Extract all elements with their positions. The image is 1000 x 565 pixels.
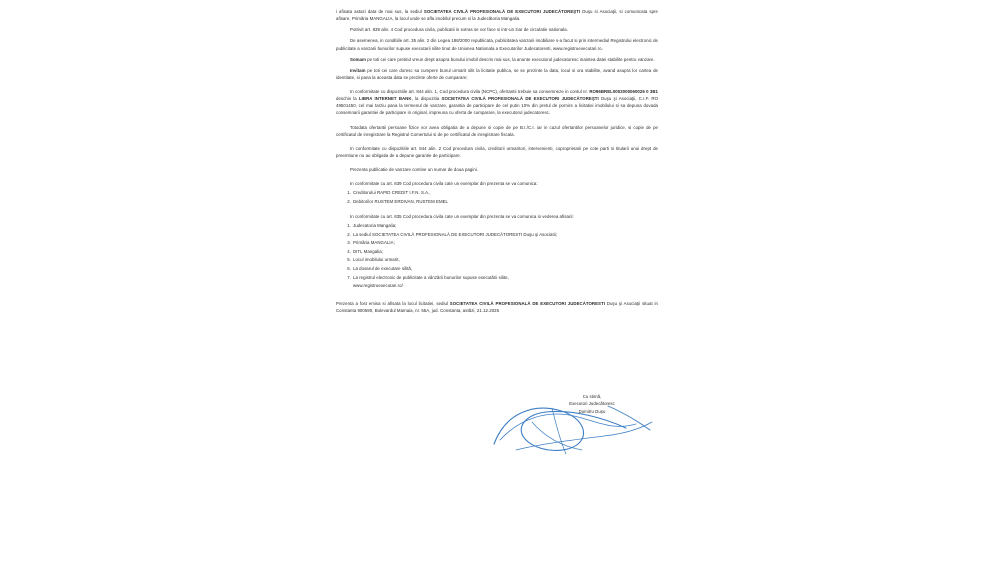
list-item-number: 1. — [347, 190, 351, 196]
paragraph-somam — [336, 56, 658, 63]
list-item-number: 2. — [347, 231, 351, 237]
paragraph-text: Duşu şi Asociaţii, C.I.F. RO 49501450, cel mai tarziu pana la termenul de vanzare, garantia de participare de cel putin 10% din pretul de pornire a licitatiei imobilului si sa depuna dovada consemnarii garantiei de participare in original, impreuna cu oferta de cumparare, la executorul judecatoresc. — [336, 96, 659, 116]
list-item-label: Judecatoria Mangalia; — [353, 222, 397, 228]
list-item-label: La dosarul de executare silită, — [353, 266, 413, 272]
paragraph-legea-188 — [336, 37, 658, 51]
list-item — [347, 239, 658, 246]
entity-name-bold: SOCIETATEA CIVILĂ PROFESIONALĂ DE EXECUTORI JUDECĂTOREŞTI — [423, 9, 581, 14]
paragraph-comunicare-intro — [336, 180, 658, 187]
posting-list — [336, 222, 658, 289]
list-item-number: 7. — [347, 274, 351, 280]
recipients-list — [336, 189, 658, 205]
list-item-number: 5. — [347, 257, 351, 263]
scanned-document-body — [336, 8, 658, 438]
list-item — [347, 231, 658, 238]
paragraph-text: deschis la — [336, 96, 359, 102]
registru-url: www.registruexecutari.ro/ — [353, 283, 403, 289]
list-item — [347, 274, 658, 281]
paragraph-text: In conformitate cu art. 835 Cod procedura civila cate un exemplar din prezenta se va comunica in vederea afisarii: — [350, 213, 574, 219]
spacer — [336, 291, 658, 300]
list-item-label: Debitorilor RUSTEM ERDIVAN, RUSTEM EMEL — [353, 199, 449, 205]
signature-title: Executori Judecătoresc — [569, 401, 615, 407]
invitam-keyword: Invitam — [350, 67, 366, 73]
list-item-label: Creditorului RAPID CREDIT I.F.N. S.A., — [353, 190, 431, 196]
entity-name-bold: SOCIETATEA CIVILĂ PROFESIONALĂ DE EXECUTORI JUDECĂTORESTI — [449, 300, 605, 306]
paragraph-text: Prezenta a fost emisa si afisata la locul licitatiei, sediul — [336, 300, 450, 306]
paragraph-text: In conformitate cu dispozitiile art. 844 alin. 1, Cod procedura civila (NCPC), ofertantii trebuie sa consemneze in contul nr. — [350, 89, 590, 95]
paragraph-text: Prezenta publicatie de vanzare contine un numar de doua pagini. — [350, 167, 479, 172]
list-item-label: DITL Mangalia; — [353, 248, 383, 254]
paragraph-garantie-participare — [336, 88, 658, 116]
iban-account-number: RO96BREL0002000060026 0 3B1 — [589, 89, 658, 95]
list-item-number: 4. — [347, 248, 351, 254]
list-item-label: Primăria MANGALIA; — [353, 240, 395, 246]
list-item — [347, 256, 658, 263]
list-item-label: Locul imobilului urmarit, — [353, 257, 400, 263]
somam-keyword: Somam — [350, 56, 366, 62]
paragraph-afisare-intro — [336, 213, 658, 220]
signature-block — [532, 393, 652, 415]
paragraph-text: Totodata ofertantii persoane fizice vor avea obligatia de a depune si copie de pe B.I./C.I. iar in cazul ofertantilor persoanelor juridice, si copie de pe certificatul de inregistrare la Registrul Comertului si de pe certificatul de inregistrare fiscala. — [336, 124, 658, 137]
paragraph-text: Potrivit art. 839 alin. 4 Cod procedura civila, publicatii in extras se vor face si intr-un ziar de circulatie nationala. — [350, 27, 568, 33]
paragraph-text-continued: Duşu si Asociaţii, si comunicata spre afisare, Primăria MANGALIA, la locul unde se afla imobilul precum si la Judecătoria Mangalia. — [336, 9, 658, 22]
paragraph-header-continuation — [336, 8, 658, 22]
paragraph-text: pe toti cei care pretind vreun drept asupra bunului imobil descris mai sus, la anunte executorul judecatoresc inaintea datei stabilite pentru vanzare. — [365, 56, 655, 62]
list-item — [347, 248, 658, 255]
list-item-number: 3. — [347, 240, 351, 246]
paragraph-ofertanti-documente — [336, 124, 658, 138]
signature-greeting: Cu stimă, — [582, 394, 602, 399]
paragraph-text: pe toti cei care doresc sa cumpere bunul urmarit silit la licitatie publica, se se prezinte la data, locul si ora stabilite, avand asupra lor cartea de identitate, si pana la aceasta data se prezinte oferte de cumparare; — [336, 67, 658, 80]
paragraph-text: , la dispozitia — [411, 96, 442, 102]
list-item-label: La registrul electronic de publicitate a vânzării bunurilor supuse executării silite, — [353, 274, 509, 280]
paragraph-text: Duşu şi Asociaţii situat in Constanta 900590, Bulevardul Mamaia, nr. 55A, jud. Constanta, astăzi, 21.12.2025 — [336, 300, 658, 313]
paragraph-text: In conformitate cu dispozitiile art. 844 alin. 2 Cod procedura civila, creditorii urmaritori, intervenienti, coproprietarii pe cote parti si titularii unui drept de preemtiune nu au obligatia de a depune garantie de participare. — [336, 145, 658, 158]
signature-name: Dumitru Duşu — [578, 408, 606, 414]
list-item — [347, 189, 658, 196]
paragraph-invitam — [336, 67, 658, 81]
entity-name-bold: SOCIETATEA CIVILĂ PROFESIONALĂ DE EXECUTORI JUDECĂTOREŞTI — [441, 96, 599, 102]
paragraph-text: i afisata astazi data de mai sus, la sediul — [336, 9, 424, 14]
list-item-number: 6. — [347, 266, 351, 272]
list-item-number: 1. — [347, 222, 351, 228]
list-item-label: La sediul SOCIETATEA CIVILĂ PROFESIONALĂ DE EXECUTORI JUDECĂTORESTI Duşu şi Asociatii; — [353, 231, 558, 237]
paragraph-art-844-alin-2 — [336, 145, 658, 159]
list-item-number: 2. — [347, 199, 351, 205]
paragraph-text: In conformitate cu art. 839 Cod procedura civila cate un exemplar din prezenta se va comunica: — [350, 181, 538, 187]
paragraph-art-839 — [336, 26, 658, 33]
paragraph-emitere-afisare — [336, 300, 658, 314]
bank-name: LIBRA INTERNET BANK — [358, 96, 412, 102]
list-item-url — [353, 282, 658, 289]
list-item — [347, 222, 658, 229]
list-item — [347, 198, 658, 205]
paragraph-numar-pagini — [336, 166, 658, 173]
list-item — [347, 265, 658, 272]
paragraph-text: De asemenea, in conditiile art. 35 alin. 2 din Legea 188/2000 republicata, publicitatea vanzarii imobiliare s-a facut si prin intermediul Registrului electronic de publicitate a vanzarii bunurilor supuse executarii silite tinut de Uniunea Nationala a Executorilor Judecatoresti, www.registruexecutari.ro. — [336, 38, 658, 51]
